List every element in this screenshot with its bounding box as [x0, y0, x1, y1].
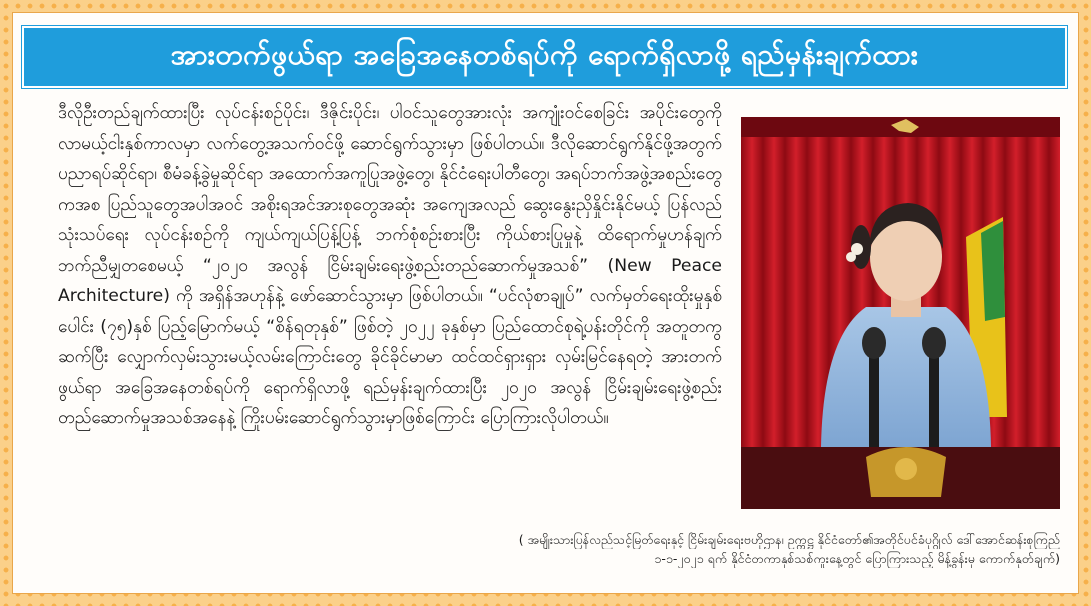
body-paragraph: ဒီလိုဦးတည်ချက်ထားပြီး လုပ်ငန်းစဉ်ပိုင်း၊ ဒီဇိုင်းပိုင်း၊ ပါဝင်သူတွေအားလုံး အကျုံးဝင်စေခြင်း အပိုင်းတွေကို လာမယ့်ငါးနှစ်ကာလမှာ လက်တွေ့အသက်ဝင်ဖို့ ဆောင်ရွက်သွားမှာ ဖြစ်ပါတယ်။ ဒီလိုဆောင်ရွက်နိုင်ဖို့အတွက် ပညာရပ်ဆိုင်ရာ၊ စီမံခန့်ခွဲမှုဆိုင်ရာ အထောက်အကူပြုအဖွဲ့တွေ၊ နိုင်ငံရေးပါတီတွေ၊ အရပ်ဘက်အဖွဲ့အစည်းတွေကအစ ပြည်သူတွေအပါအဝင် အစိုးရအင်အားစုတွေအဆုံး အကျေအလည် ဆွေးနွေးညှိနှိုင်းနိုင်မယ့် ပြန်လည်သုံးသပ်ရေး လုပ်ငန်းစဉ်ကို ကျယ်ကျယ်ပြန့်ပြန့် ဘက်စုံစဉ်းစားပြီး ကိုယ်စားပြုမှုနဲ့ ထိရောက်မှုဟန်ချက် ဘက်ညီမျှတစေမယ့် “၂၀၂၀ အလွန် ငြိမ်းချမ်းရေးဖွဲ့စည်းတည်ဆောက်မှုအသစ်” (New Peace Architecture) ကို အရှိန်အဟုန်နဲ့ ဖော်ဆောင်သွားမှာ ဖြစ်ပါတယ်။ “ပင်လုံစာချုပ်” လက်မှတ်ရေးထိုးမှုနှစ်ပေါင်း (၇၅)နှစ် ပြည့်မြောက်မယ့် “စိန်ရတုနှစ်” ဖြစ်တဲ့ ၂၀၂၂ ခုနှစ်မှာ ပြည်ထောင်စုရဲ့ပန်းတိုင်ကို အတူတကွဆက်ပြီး လျှောက်လှမ်းသွားမယ့်လမ်းကြောင်းတွေ ခိုင်ခိုင်မာမာ ထင်ထင်ရှားရှား လှမ်းမြင်နေရတဲ့ အားတက်ဖွယ်ရာ အခြေအနေတစ်ရပ်ကို ရောက်ရှိလာဖို့ ရည်မှန်းချက်ထားပြီး ၂၀၂၀ အလွန် ငြိမ်းချမ်းရေးဖွဲ့စည်းတည်ဆောက်မှုအသစ်အနေနဲ့ ကြိုးပမ်းဆောင်ရွက်သွားမှာဖြစ်ကြောင်း ပြောကြားလိုပါတယ်။: [58, 103, 722, 428]
portrait-photo-icon: [741, 117, 1060, 509]
headline-banner: [22, 26, 1067, 88]
headline: အားတက်ဖွယ်ရာ အခြေအနေတစ်ရပ်ကို ရောက်ရှိလာဖို့ ရည်မှန်းချက်ထား: [170, 38, 919, 71]
article-body: [58, 98, 722, 524]
source-line-2: ၁-၁-၂၀၂၁ ရက် နိုင်ငံတကာနှစ်သစ်ကူးနေ့တွင် ပြောကြားသည့် မိန့်ခွန်းမှ ကောက်နုတ်ချက်): [654, 551, 1060, 566]
speaker-photo: [741, 117, 1060, 509]
source-citation: [280, 530, 1060, 568]
source-line-1: ( အမျိုးသားပြန်လည်သင့်မြတ်ရေးနှင့် ငြိမ်းချမ်းရေးဗဟိုဌာန၊ ဥက္ကဋ္ဌ နိုင်ငံတော်၏အတိုင်ပင်ခံပုဂ္ဂိုလ် ဒေါ်အောင်ဆန်းစုကြည်: [518, 532, 1060, 547]
